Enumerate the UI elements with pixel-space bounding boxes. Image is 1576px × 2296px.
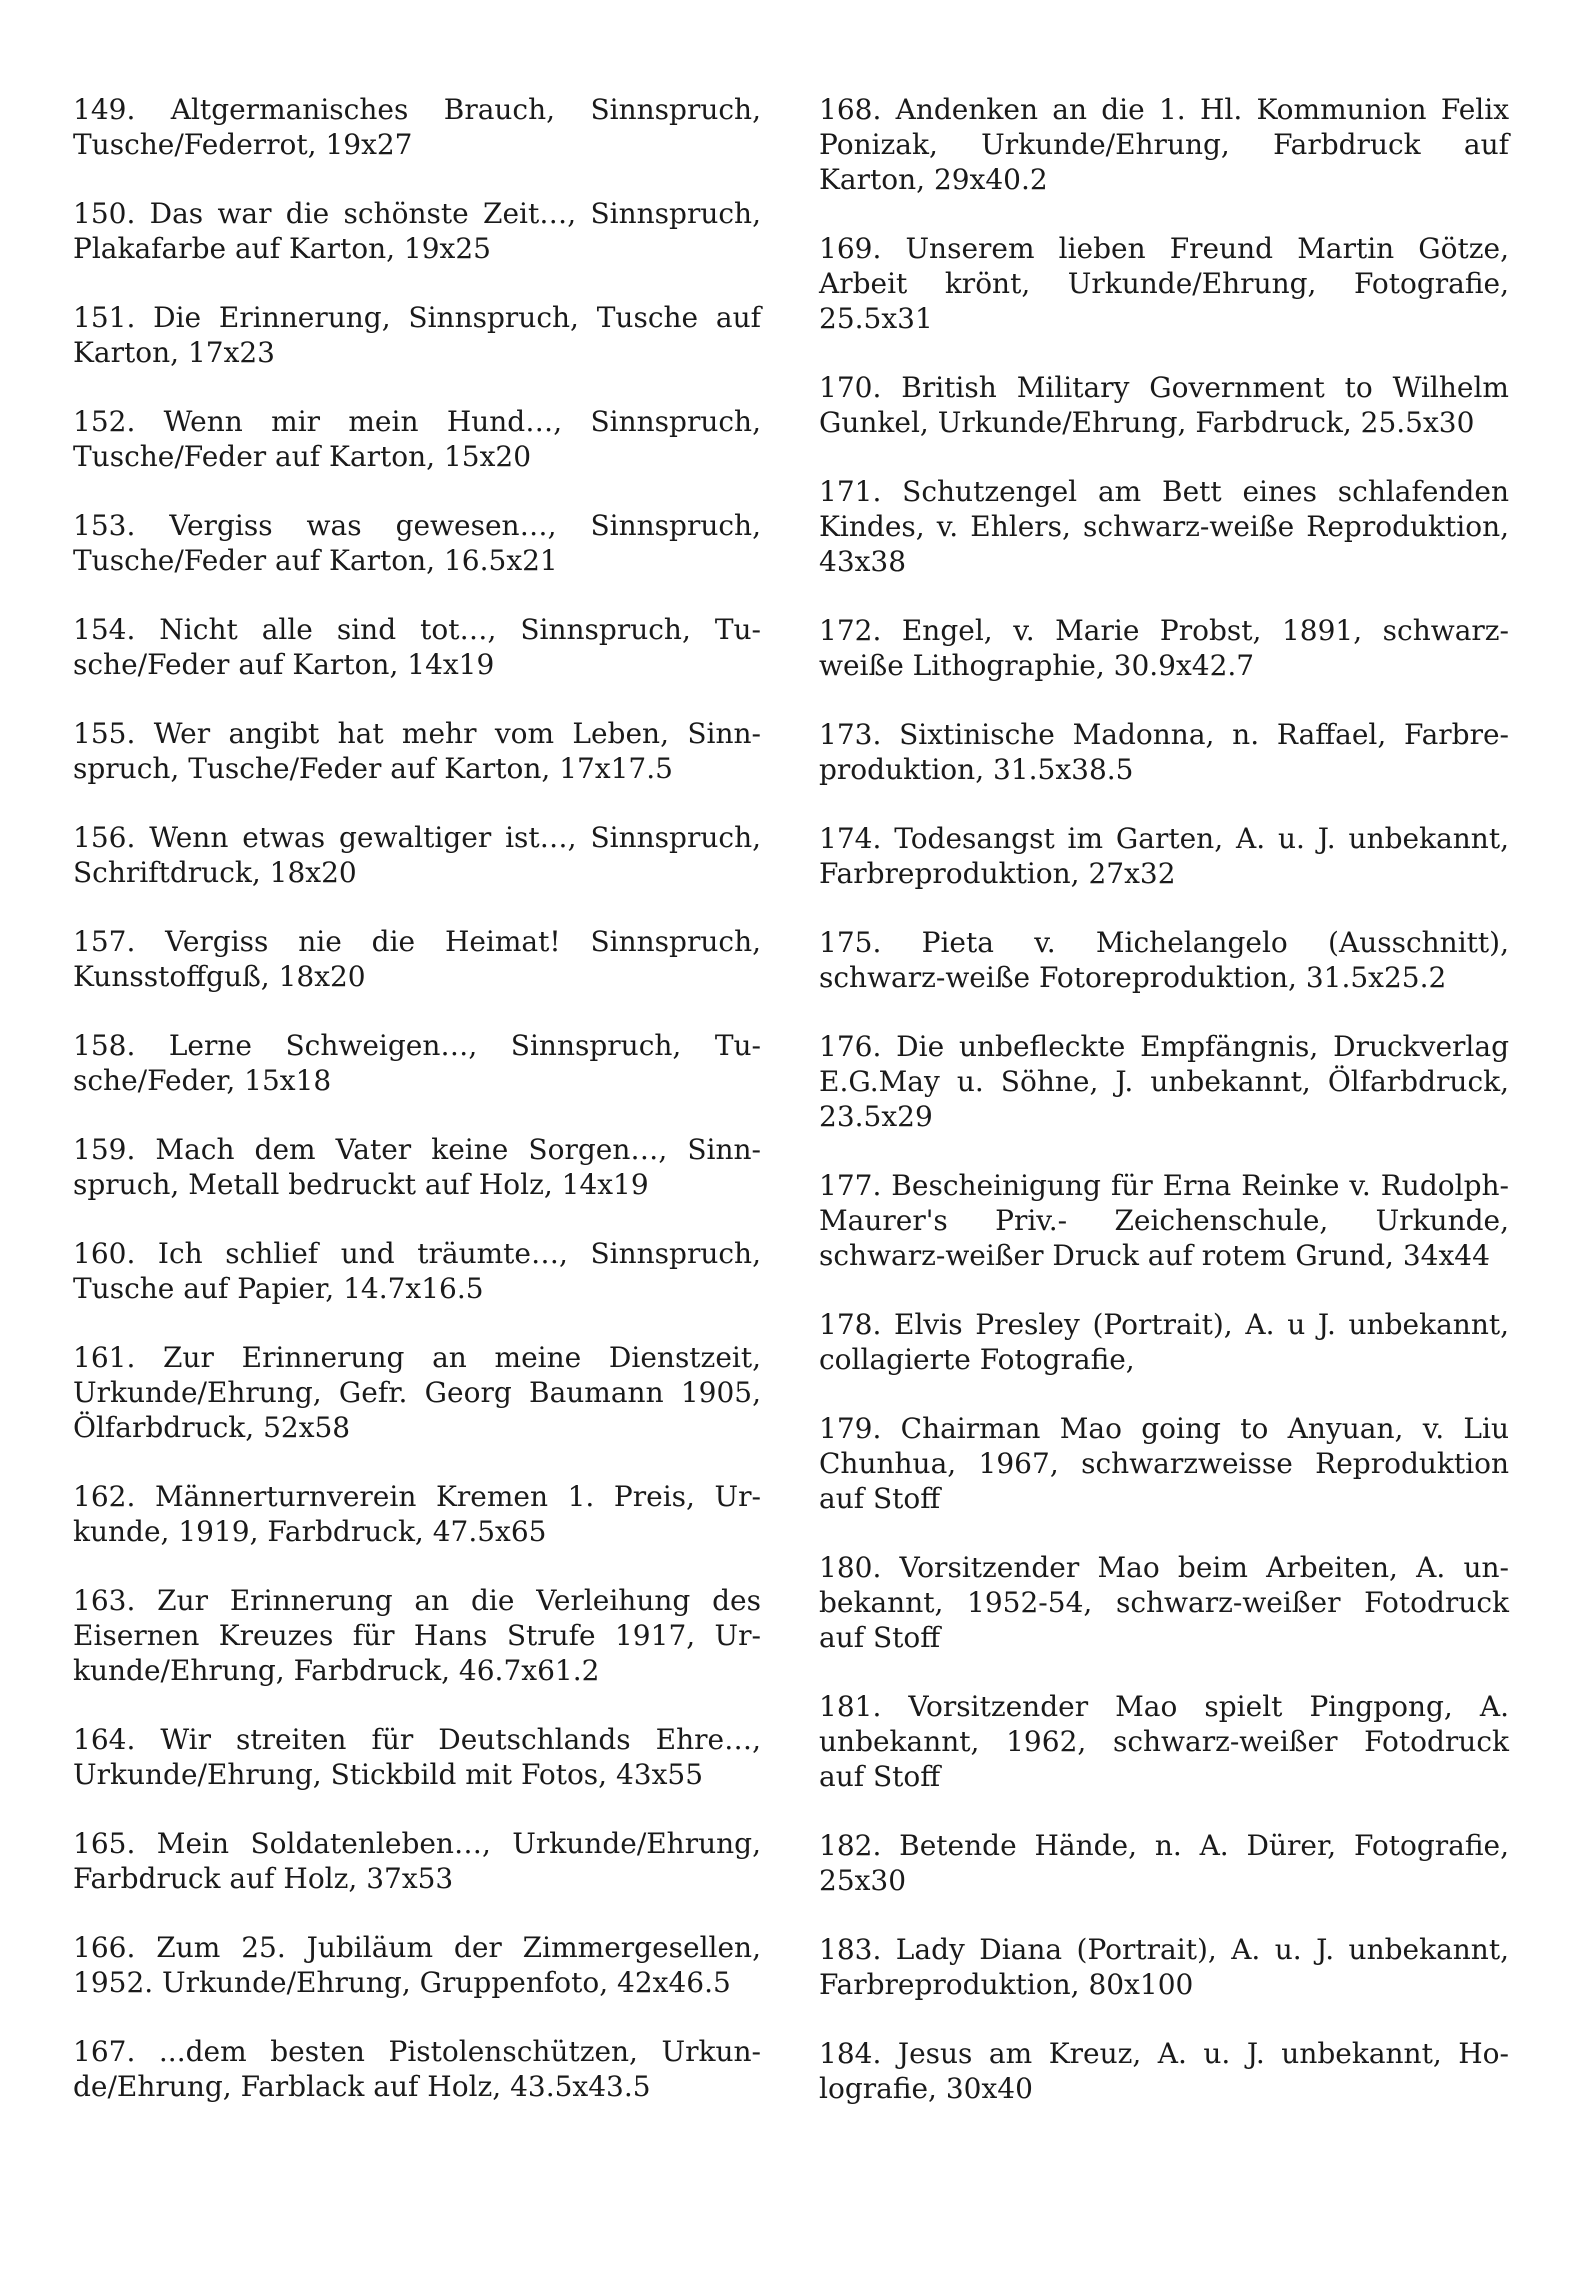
catalog-entry-183: 183. Lady Diana (Portrait), A. u. J. unbekannt, Farbreproduktion, 80x100 bbox=[819, 1933, 1509, 2001]
catalog-entry-155: 155. Wer angibt hat mehr vom Leben, Sinnspruch, Tusche/Feder auf Karton, 17x17.5 bbox=[73, 717, 761, 785]
catalog-entry-161: 161. Zur Erinnerung an meine Dienstzeit, Urkunde/Ehrung, Gefr. Georg Baumann 1905, Ölfarbdruck, 52x58 bbox=[73, 1341, 761, 1444]
catalog-entry-162: 162. Männerturnverein Kremen 1. Preis, Urkunde, 1919, Farbdruck, 47.5x65 bbox=[73, 1480, 761, 1548]
catalog-entry-160: 160. Ich schlief und träumte…, Sinnspruch, Tusche auf Papier, 14.7x16.5 bbox=[73, 1237, 761, 1305]
left-column bbox=[73, 92, 761, 2138]
catalog-entry-184: 184. Jesus am Kreuz, A. u. J. unbekannt, Holografie, 30x40 bbox=[819, 2037, 1509, 2105]
catalog-entry-180: 180. Vorsitzender Mao beim Arbeiten, A. unbekannt, 1952-54, schwarz-weißer Fotodruck auf Stoff bbox=[819, 1551, 1509, 1654]
catalog-entry-174: 174. Todesangst im Garten, A. u. J. unbekannt, Farbreproduktion, 27x32 bbox=[819, 822, 1509, 890]
catalog-entry-170: 170. British Military Government to Wilhelm Gunkel, Urkunde/Ehrung, Farbdruck, 25.5x30 bbox=[819, 371, 1509, 439]
catalog-entry-156: 156. Wenn etwas gewaltiger ist…, Sinnspruch, Schriftdruck, 18x20 bbox=[73, 821, 761, 889]
catalog-entry-154: 154. Nicht alle sind tot…, Sinnspruch, Tusche/Feder auf Karton, 14x19 bbox=[73, 613, 761, 681]
catalog-entry-166: 166. Zum 25. Jubiläum der Zimmergesellen, 1952. Urkunde/Ehrung, Gruppenfoto, 42x46.5 bbox=[73, 1931, 761, 1999]
catalog-entry-168: 168. Andenken an die 1. Hl. Kommunion Felix Ponizak, Urkunde/Ehrung, Farbdruck auf Karton, 29x40.2 bbox=[819, 93, 1509, 196]
right-column bbox=[819, 92, 1509, 2140]
catalog-entry-149: 149. Altgermanisches Brauch, Sinnspruch, Tusche/Federrot, 19x27 bbox=[73, 93, 761, 161]
catalog-entry-165: 165. Mein Soldatenleben…, Urkunde/Ehrung, Farbdruck auf Holz, 37x53 bbox=[73, 1827, 761, 1895]
catalog-entry-182: 182. Betende Hände, n. A. Dürer, Fotografie, 25x30 bbox=[819, 1829, 1509, 1897]
catalog-entry-159: 159. Mach dem Vater keine Sorgen…, Sinnspruch, Metall bedruckt auf Holz, 14x19 bbox=[73, 1133, 761, 1201]
catalog-entry-150: 150. Das war die schönste Zeit…, Sinnspruch, Plakafarbe auf Karton, 19x25 bbox=[73, 197, 761, 265]
catalog-entry-179: 179. Chairman Mao going to Anyuan, v. Liu Chunhua, 1967, schwarzweisse Reproduktion auf Stoff bbox=[819, 1412, 1509, 1515]
catalog-entry-153: 153. Vergiss was gewesen…, Sinnspruch, Tusche/Feder auf Karton, 16.5x21 bbox=[73, 509, 761, 577]
catalog-entry-171: 171. Schutzengel am Bett eines schlafenden Kindes, v. Ehlers, schwarz-weiße Reproduktion, 43x38 bbox=[819, 475, 1509, 578]
catalog-entry-157: 157. Vergiss nie die Heimat! Sinnspruch, Kunsstoffguß, 18x20 bbox=[73, 925, 761, 993]
catalog-entry-178: 178. Elvis Presley (Portrait), A. u J. unbekannt, collagierte Fotografie, bbox=[819, 1308, 1509, 1376]
catalog-entry-172: 172. Engel, v. Marie Probst, 1891, schwarz-weiße Lithographie, 30.9x42.7 bbox=[819, 614, 1509, 682]
catalog-entry-177: 177. Bescheinigung für Erna Reinke v. Rudolph-Maurer's Priv.- Zeichenschule, Urkunde, schwarz-weißer Druck auf rotem Grund, 34x44 bbox=[819, 1169, 1509, 1272]
catalog-entry-164: 164. Wir streiten für Deutschlands Ehre…, Urkunde/Ehrung, Stickbild mit Fotos, 43x55 bbox=[73, 1723, 761, 1791]
catalog-entry-152: 152. Wenn mir mein Hund…, Sinnspruch, Tusche/Feder auf Karton, 15x20 bbox=[73, 405, 761, 473]
catalog-entry-169: 169. Unserem lieben Freund Martin Götze, Arbeit krönt, Urkunde/Ehrung, Fotografie, 25.5x31 bbox=[819, 232, 1509, 335]
catalog-entry-167: 167. ...dem besten Pistolenschützen, Urkunde/Ehrung, Farblack auf Holz, 43.5x43.5 bbox=[73, 2035, 761, 2103]
catalog-entry-176: 176. Die unbefleckte Empfängnis, Druckverlag E.G.May u. Söhne, J. unbekannt, Ölfarbdruck, 23.5x29 bbox=[819, 1030, 1509, 1133]
catalog-entry-181: 181. Vorsitzender Mao spielt Pingpong, A. unbekannt, 1962, schwarz-weißer Fotodruck auf Stoff bbox=[819, 1690, 1509, 1793]
catalog-entry-175: 175. Pieta v. Michelangelo (Ausschnitt), schwarz-weiße Fotoreproduktion, 31.5x25.2 bbox=[819, 926, 1509, 994]
catalog-entry-158: 158. Lerne Schweigen…, Sinnspruch, Tusche/Feder, 15x18 bbox=[73, 1029, 761, 1097]
catalog-entry-151: 151. Die Erinnerung, Sinnspruch, Tusche auf Karton, 17x23 bbox=[73, 301, 761, 369]
catalog-entry-163: 163. Zur Erinnerung an die Verleihung des Eisernen Kreuzes für Hans Strufe 1917, Urkunde/Ehrung, Farbdruck, 46.7x61.2 bbox=[73, 1584, 761, 1687]
catalog-entry-173: 173. Sixtinische Madonna, n. Raffael, Farbreproduktion, 31.5x38.5 bbox=[819, 718, 1509, 786]
